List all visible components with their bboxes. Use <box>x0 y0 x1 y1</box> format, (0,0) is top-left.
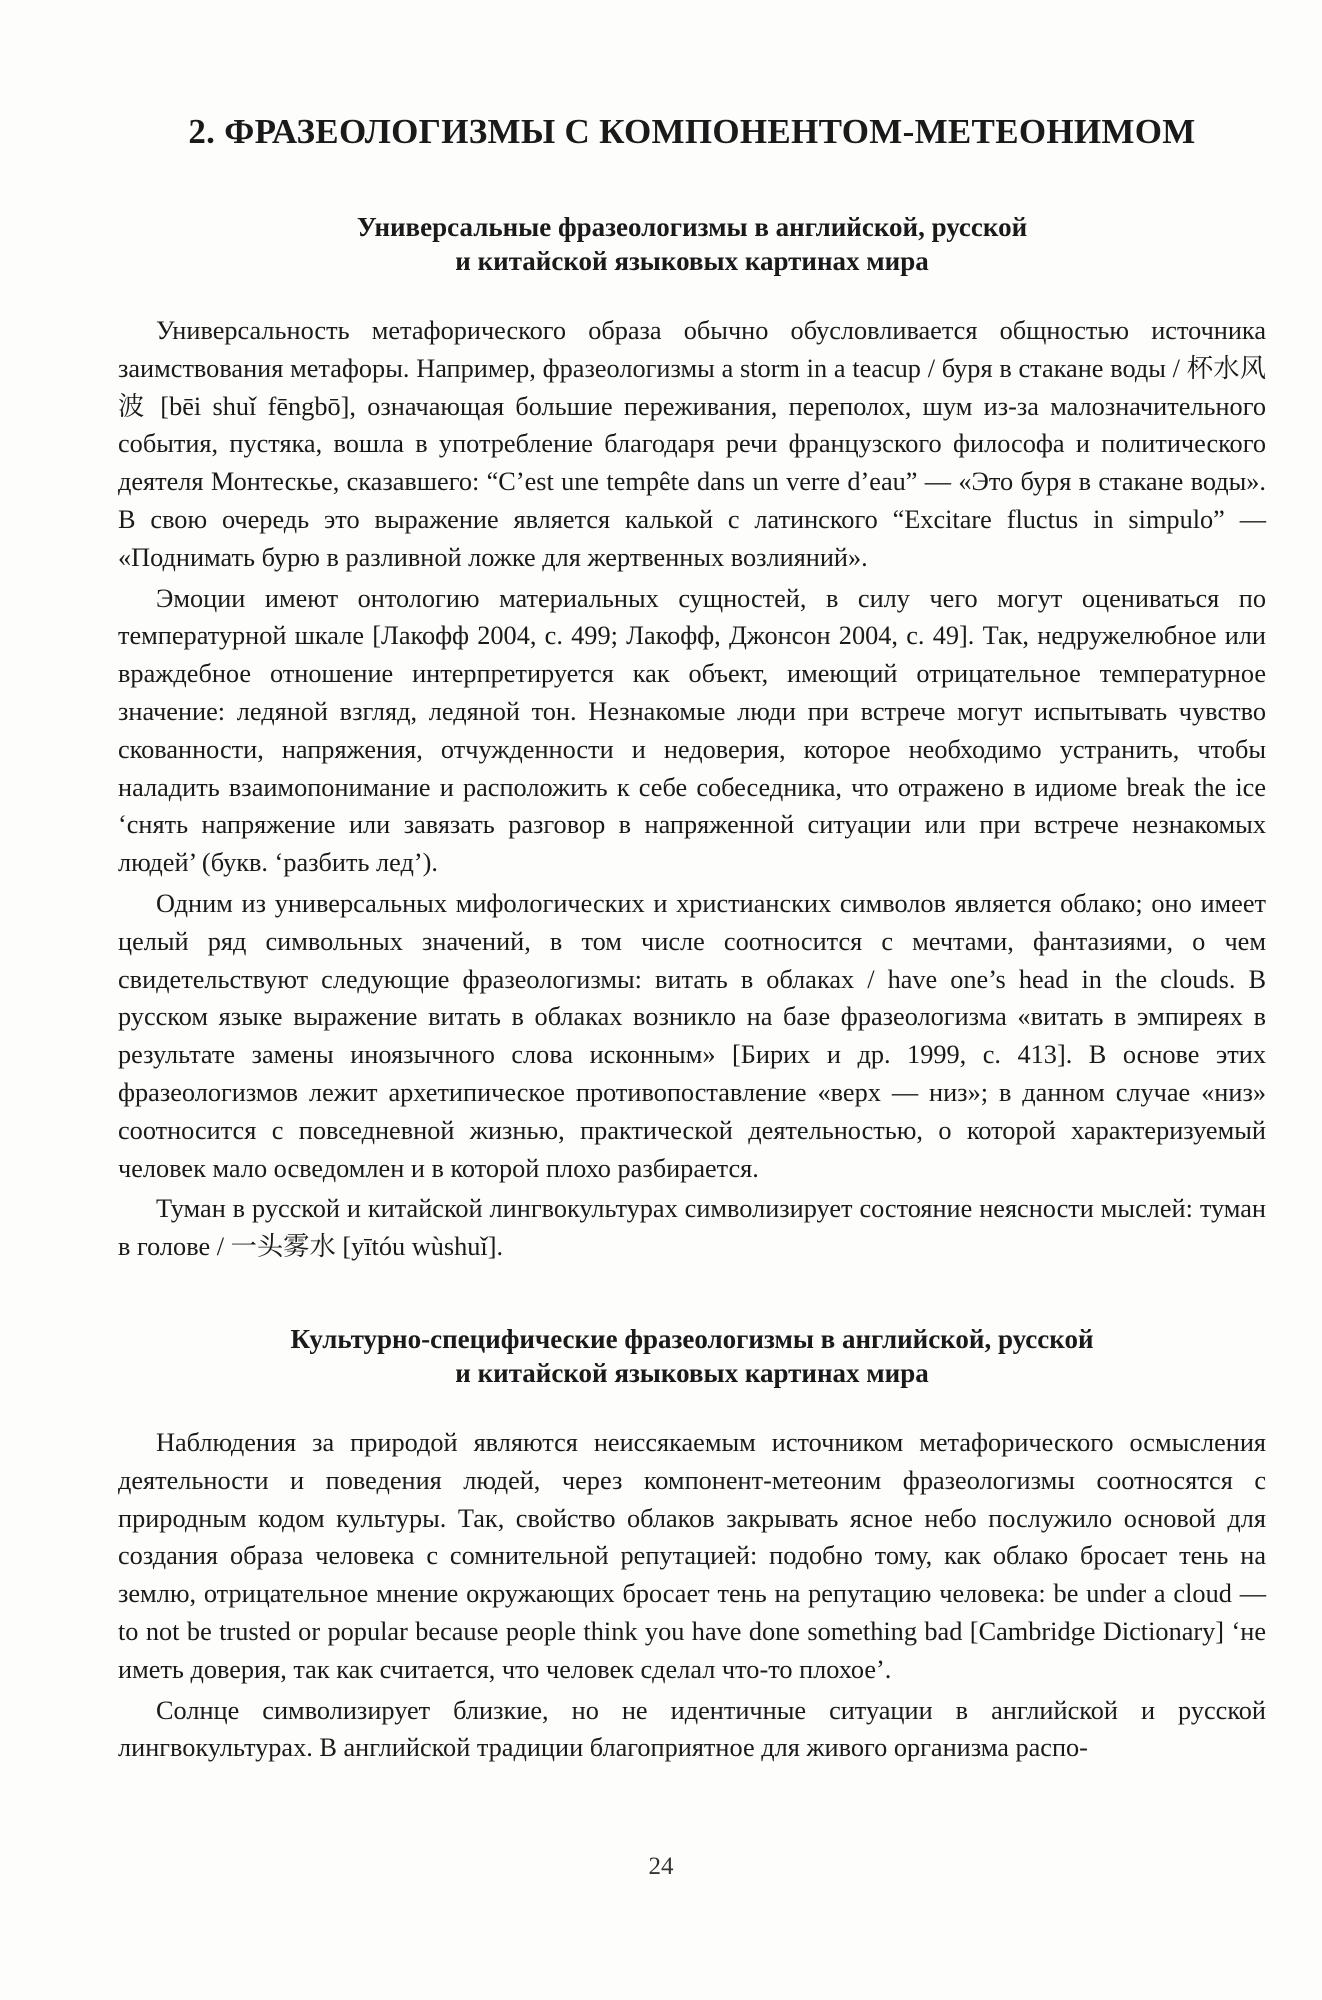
section-2-title-line-1: Культурно-специфические фразеологизмы в английской, русской <box>290 1323 1094 1354</box>
section-2-title <box>118 1322 1266 1390</box>
section-1-paragraph-2: Эмоции имеют онтологию материальных сущностей, в силу чего могут оцениваться по температурной шкале [Лакофф 2004, с. 499; Лакофф, Джонсон 2004, с. 49]. Так, недружелюбное или враждебное отношение интерпретируется как объект, имеющий отрицательное температурное значение: ледяной взгляд, ледяной тон. Незнакомые люди при встрече могут испытывать чувство скованности, напряжения, отчужденности и недоверия, которое необходимо устранить, чтобы наладить взаимопонимание и расположить к себе собеседника, что отражено в идиоме break the ice ‘снять напряжение или завязать разговор в напряженной ситуации или при встрече незнакомых людей’ (букв. ‘разбить лед’). <box>118 583 1266 878</box>
section-1-title-line-2: и китайской языковых картинах мира <box>455 246 929 276</box>
section-1-paragraph-1: Универсальность метафорического образа обычно обусловливается общностью источника заимствования метафоры. Например, фразеологизмы a storm in a teacup / буря в стакане воды / 杯水风波 [bēi shuǐ fēngbō], означающая большие переживания, переполох, шум из-за малозначительного события, пустяка, вошла в употребление благодаря речи французского философа и политического деятеля Монтескье, сказавшего: “C’est une tempête dans un verre d’eau” — «Это буря в стакане воды». В свою очередь это выражение является калькой с латинского “Excitare fluctus in simpulo” — «Поднимать бурю в разливной ложке для жертвенных возлияний». <box>118 316 1266 572</box>
section-1-paragraph-4: Туман в русской и китайской лингвокультурах символизирует состояние неясности мыслей: туман в голове / 一头雾水 [yītóu wùshuǐ]. <box>118 1194 1266 1262</box>
section-1-title <box>118 210 1266 278</box>
page-number: 24 <box>648 1853 674 1880</box>
section-1-paragraph-3: Одним из универсальных мифологических и христианских символов является облако; оно имеет целый ряд символьных значений, в том числе соотносится с мечтами, фантазиями, о чем свидетельствуют следующие фразеологизмы: витать в облаках / have one’s head in the clouds. В русском языке выражение витать в облаках возникло на базе фразеологизма «витать в эмпиреях в результате замены иноязычного слова исконным» [Бирих и др. 1999, с. 413]. В основе этих фразеологизмов лежит архетипическое противопоставление «верх — низ»; в данном случае «низ» соотносится с повседневной жизнью, практической деятельностью, о которой характеризуемый человек мало осведомлен и в которой плохо разбирается. <box>118 888 1266 1183</box>
section-2-title-line-2: и китайской языковых картинах мира <box>455 1357 929 1388</box>
chapter-title: 2. ФРАЗЕОЛОГИЗМЫ С КОМПОНЕНТОМ-МЕТЕОНИМОМ <box>188 112 1196 151</box>
section-2-paragraph-1: Наблюдения за природой являются неиссякаемым источником метафорического осмысления деятельности и поведения людей, через компонент-метеоним фразеологизмы соотносятся с природным кодом культуры. Так, свойство облаков закрывать ясное небо послужило основой для создания образа человека с сомнительной репутацией: подобно тому, как облако бросает тень на землю, отрицательное мнение окружающих бросает тень на репутацию человека: be under a cloud — to not be trusted or popular because people think you have done something bad [Cambridge Dictionary] ‘не иметь доверия, так как считается, что человек сделал что-то плохое’. <box>118 1427 1266 1684</box>
section-2-paragraph-2: Солнце символизирует близкие, но не идентичные ситуации в английской и русской лингвокультурах. В английской традиции благоприятное для живого организма распо- <box>118 1695 1266 1763</box>
section-2 <box>118 1322 1266 1767</box>
section-1-title-line-1: Универсальные фразеологизмы в английской, русской <box>356 212 1028 242</box>
page-body <box>118 112 1266 1767</box>
